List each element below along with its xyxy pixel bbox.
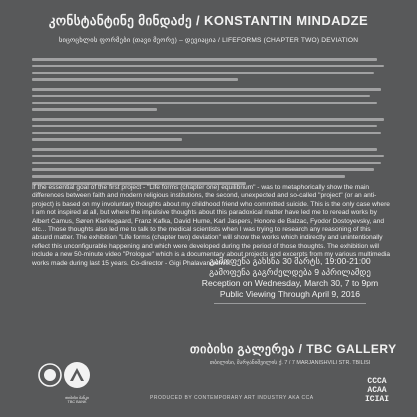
georgian-paragraph-2 (32, 88, 388, 115)
divider (214, 303, 366, 304)
georgian-paragraph-1 (32, 58, 388, 85)
opening-date-georgian: გამოფენა გახსნა 30 მარტს, 19:00-21:00 (209, 256, 371, 266)
produced-by: PRODUCED BY CONTEMPORARY ART INDUSTRY AKA CCA (150, 395, 314, 401)
cca-mark-line-3: ICIAI (364, 395, 390, 404)
cca-logo-icon (360, 374, 394, 404)
tbc-bank-caption-en: TBC BANK (67, 400, 87, 404)
georgian-paragraph-3 (32, 118, 388, 145)
tbc-bank-caption: თიბისი ბანკი (65, 396, 89, 400)
cca-mark-line-2: ACAA (367, 386, 387, 395)
english-paragraph: If the essential goal of the first project - "Life forms (chapter one) equilibrium" - was to metaphorically show the main differences between faith and modern religious institutions, the second, unexpected and so-called "project" (or an anti-project) is based on my involuntary thoughts about my childhood friend who committed suicide. This is the only case where I am not inspired at all, but where the impulsive thoughts about this paradoxical matter have led me to reread works by Albert Camus, Søren Kierkegaard, Franz Kafka, David Hume, Karl Jaspers, Honore de Balzac, Fyodor Dostoyevsky, and etc... Those thoughts also led me to talk to the medical scientists when I was trying to research any reasoning of this absurd matter. The exhibition "Life forms (chapter two) deviation" will show the works which indirectly and unintentionally reflect this unconfigurable happening and which were developed during the period of those thoughts. The exhibition will include a new 50-minute video "Prologue" which is a documentary about projects and excerpts from my various multimedia works made during last 15 years. Co-director - Gigi Phalavandishvili. (32, 184, 390, 267)
tbc-bank-logo (62, 360, 92, 406)
cca-logo (360, 374, 394, 404)
public-viewing-date: Public Viewing Through April 9, 2016 (219, 289, 361, 299)
open-until-georgian: გამოფენა გაგრძელდება 9 აპრილამდე (209, 267, 371, 277)
reception-date: Reception on Wednesday, March 30, 7 to 9pm (201, 278, 379, 288)
cca-mark-line-1: CCCA (367, 377, 387, 386)
gallery-name: თიბისი გალერეა / TBC GALLERY (190, 342, 397, 356)
tbc-bank-icon (62, 360, 92, 390)
circle-logo-icon (37, 362, 63, 388)
event-details (190, 256, 390, 307)
gallery-address: თბილისი, მარჯანიშვილის ქ. 7 / 7 MARJANISHVILI STR. TBILISI (209, 360, 371, 366)
exhibition-subtitle: სიცოცხლის ფორმები (თავი მეორე) – დევიაცია / LIFEFORMS (CHAPTER TWO) DEVIATION (58, 37, 359, 44)
exhibition-title: კონსტანტინე მინდაძე / KONSTANTIN MINDADZE (48, 13, 369, 28)
circle-logo (36, 362, 64, 406)
georgian-paragraph-4 (32, 148, 388, 189)
